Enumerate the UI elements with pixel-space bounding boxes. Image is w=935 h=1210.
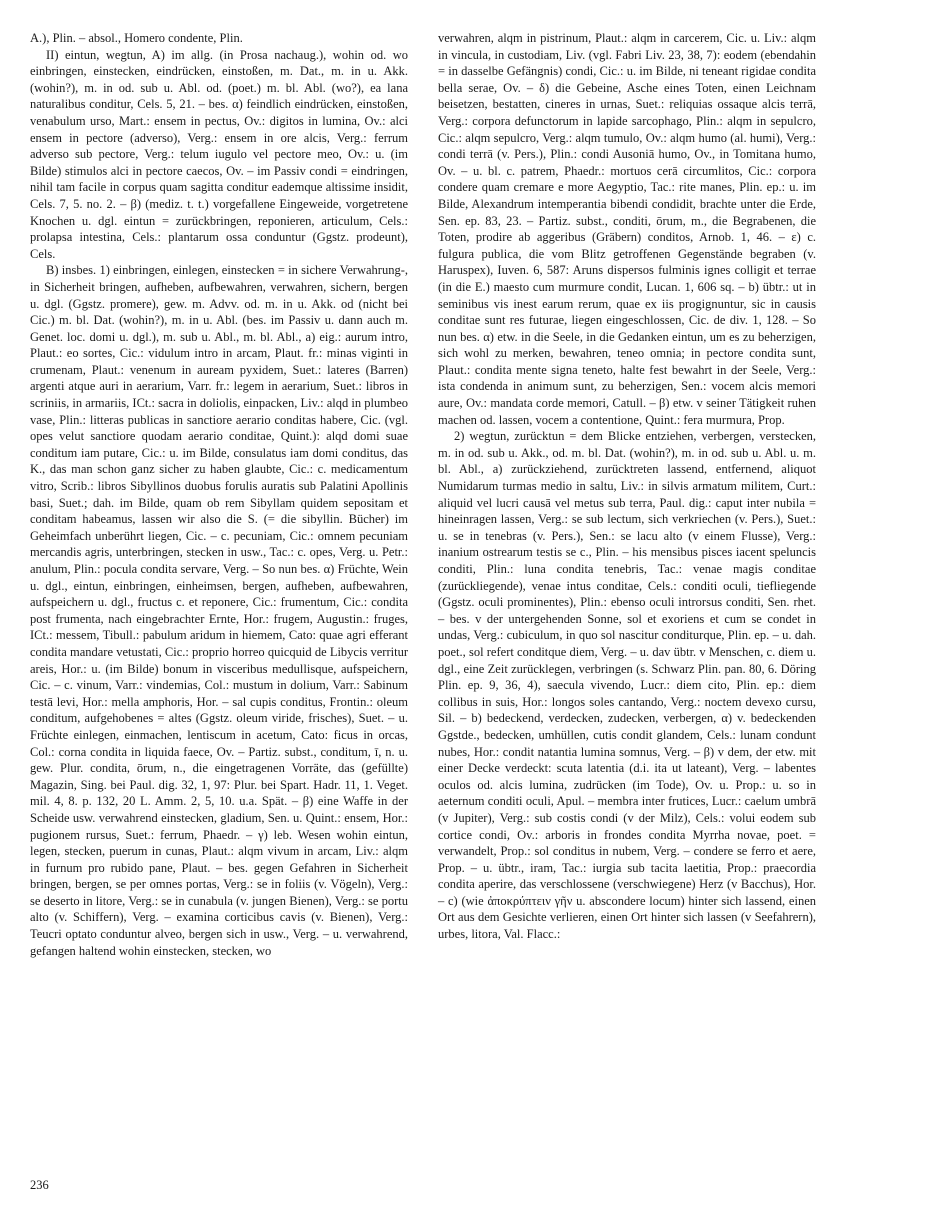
paragraph: II) eintun, wegtun, A) im allg. (in Prosa nachaug.), wohin od. wo einbringen, einstecken, eindrücken, einstoßen, m. Dat., m. in u. Akk. (wohin?), m. in od. sub u. Abl. od. (poet.) m. bl. Abl. (wo?), ea lana naturalibus conditur, Cels. 5, 21. – bes. α) feindlich eindrücken, einstoßen, venabulum urso, Mart.: ensem in pectus, Ov.: digitos in lumina, Ov.: alci ensem in pectore (adverso), Verg.: ensem in ore alcis, Verg.: ferrum adverso sub pectore, Verg.: telum iugulo vel pectore meo, Ov.: u. (im Bilde) stimulos alci in pectore caecos, Ov. – im Passiv condi = eindringen, nihil tam facile in corpus quam sagitta conditur eademque altissime insidit, Cels. 7, 5. no. 2. – β) (mediz. t. t.) vorgefallene Eingeweide, vorgetretene Knochen u. dgl. eintun = zurückbringen, reponieren, articulum, Cels.: prolapsa intestina, Cels.: plantarum ossa conduntur (Ggstz. prodeunt), Cels. — [30, 47, 408, 261]
paragraph: 2) wegtun, zurücktun = dem Blicke entziehen, verbergen, verstecken, m. in od. sub u. Akk., od. m. bl. Dat. (wohin?), m. in od. sub u. Abl. u. m. bl. Abl., a) zurückziehend, zurücktreten lassend, entfernend, aliquot Numidarum turmas medio in saltu, Liv.: in silvis armatum militem, Curt.: aliquid vel lucri causā vel metus sub terra, Paul. dig.: caput inter nubila = hineinragen lassen, Verg.: se sub lectum, sich verkriechen (v. Pers.), Suet.: u. se in tenebras (v. Pers.), Sen.: se lacu alto (v einem Flusse), Verg.: inanium ostrearum testis se c., Plin. – his mensibus pisces iacent speluncis conditi, Plin.: luna condita tenebris, Tac.: venae magis conditae (zurückliegende), venae intus conditae, Cels.: conditi oculi, tiefliegende (Ggstz. oculi prominentes), Plin.: ebenso oculi introrsus conditi, Sen. rhet. – bes. v der untergehenden Sonne, sol et exoriens et cum se condet in undas, Verg.: cubiculum, in quo sol nascitur conditurque, Plin. ep. – u. dah. poet., sol refert conditque diem, Verg. – u. dav übtr. v Menschen, c. diem u. dgl., eine Zeit zurücklegen, verbringen (s. Schwarz Plin. pan. 80, 6. Döring Plin. ep. 9, 36, 4), saecula vivendo, Lucr.: diem cito, Plin. ep.: diem collibus in suis, Hor.: longos soles cantando, Verg.: noctem devexo cursu, Sil. – b) bedeckend, verdecken, zudecken, verbergen, α) v. bedeckenden Ggstde., bedecken, umhüllen, cutis condit glandem, Cels.: lunam condunt nubes, Hor.: condit natantia lumina somnus, Verg. – β) v dem, der etw. mit einer Decke verdeckt: scuta latentia (d.i. ita ut lateant), Verg. – labentes oculos od. alcis lumina, zudrücken (im Tode), Ov. u. Prop.: u. so in aeternum conditi oculi, Apul. – membra inter frutices, Lucr.: caelum umbrā (v Jupiter), Verg.: sub costis condi (v der Milz), Cels.: volui eodem sub cortice condi, Ov.: arboris in frondes condita Myrrha novae, poet. = verwandelt, Prop.: sol conditus in nubem, Verg. – condere se ferro et aere, Prop. – u. übtr., iram, Tac.: iurgia sub tacita laetitia, Prop.: praecordia condita aperire, das verschlossene (verschwiegene) Herz (v Bacchus), Hor. – c) (wie ἀποκρύπτειν γῆν u. abscondere locum) hinter sich lassend, einen Ort aus dem Gesichte verlieren, einen Ort hinter sich lassen (v Seefahrern), urbes, litora, Val. Flacc.: — [438, 429, 816, 942]
left-column — [30, 30, 408, 959]
paragraph: A.), Plin. – absol., Homero condente, Plin. — [30, 31, 243, 45]
right-column — [438, 30, 816, 943]
paragraph: B) insbes. 1) einbringen, einlegen, einstecken = in sichere Verwahrung-, in Sicherheit bringen, aufheben, aufbewahren, verwahren, sichern, bergen u. dgl. (Ggstz. promere), gew. m. Advv. od. m. in u. Akk. od (nicht bei Cic.) m. bl. Dat. (wohin?), m. in u. Abl. (bes. im Passiv u. dann auch m. Genet. loc. domi u. dgl.), m. sub u. Abl., m. bl. Abl., a) eig.: aurum intro, Plaut.: eo sortes, Cic.: vidulum intro in arcam, Plaut. fr.: minas viginti in crumenam, Plaut.: venenum in auream pyxidem, Suet.: lateres (Barren) argenti atque auri in aerarium, Varr. fr.: legem in aerarium, Suet.: libros in scriniis, in armariis, ICt.: sacra in doliolis, einpacken, Liv.: alqd in plumbeo vase, Plin.: litteras publicas in sanctiore aerario conditas habere, Cic. (vgl. opes velut sanctiore quodam aerario conditae, Quint.): alqd domi suae conditum iam putare, Cic.: u. im Bilde, consulatus iam domi conditus, das K., das man schon ganz sicher zu haben glaubte, Cic.: c. medicamentum vitro, Scrib.: libros Sibyllinos duobus forulis auratis sub Palatini Apollinis basi, Suet.; dah. im Bilde, quam ob rem Sibyllam quidem sepositam et conditam habeamus, lassen wir also die S. (= die sibyllin. Bücher) im Geheimfach unberührt liegen, Cic. – c. pecuniam, Cic.: omnem pecuniam mercandis agris, unterbringen, stecken in usw., Tac.: c. opes, Verg. u. Petr.: anulum, Plin.: pocula condita servare, Verg. – So nun bes. α) Früchte, Wein u. dgl., eintun, einbringen, einheimsen, bergen, aufheben, aufbewahren, aufspeichern u. dgl., fructus c. et reponere, Cic.: frumentum, Cic.: condita post frumenta, nach eingebrachter Ernte, Hor.: frugem, Augustin.: fruges, ICt.: messem, Tibull.: pabulum aridum in hiemem, Cato: quae agri efferant condita mandare vetustati, Cic.: proprio horreo quicquid de Libycis verritur areis, Hor.: u. (im Bilde) bonum in visceribus medullisque, aufspeichern, Cic. – c. vinum, Varr.: vindemias, Col.: mustum in dolium, Varr.: Sabinum testā levi, Hor.: mella amphoris, Hor. – sal cupis conditus, Frontin.: oleum conditum, aufgehobenes = altes (Ggstz. oleum viride, frisches), Suet. – u. Früchte einlegen, einmachen, lentiscum in acetum, Cato: ficus in orcas, Col.: corna condita in liquida faece, Ov. – Partiz. subst., conditum, ī, n. u. gew. Plur. condita, ōrum, n., die eingetragenen Vorräte, das (gefüllte) Magazin, Sing. bei Paul. dig. 32, 1, 97: Plur. bei Spart. Hadr. 11, 1. Veget. mil. 4, 8. p. 132, 20 L. Amm. 2, 5, 10. u.a. Spät. – β) eine Waffe in der Scheide usw. verwahrend einstecken, gladium, Sen. u. Quint.: ensem, Hor.: pugionem rursus, Suet.: ferrum, Phaedr. – γ) leb. Wesen wohin eintun, legen, stecken, puerum in cunas, Plaut.: alqm vivum in arcam, Liv.: alqm in furnum pro rubido pane, Plaut. – bes. gegen Gefahren in Sicherheit bringen, bergen, se per omnes portas, Verg.: se in foliis (v. Vögeln), Verg.: se deserto in litore, Verg.: se in cunabula (v. jungen Bienen), Verg.: se portu alto (v. Schiffern), Verg. – examina corticibus cavis (v. Bienen), Verg.: Teucri optato conduntur alveo, bergen sich in usw., Verg. – u. verwahrend, gefangen haltend wohin einstecken, stecken, wo — [30, 263, 408, 958]
paragraph: verwahren, alqm in pistrinum, Plaut.: alqm in carcerem, Cic. u. Liv.: alqm in vincula, in custodiam, Liv. (vgl. Fabri Liv. 23, 38, 7): eodem (ebendahin = in dasselbe Gefängnis) condi, Cic.: u. im Bilde, ni teneant rigidae condita bella serae, Ov. – δ) die Gebeine, Asche eines Toten, einen Leichnam beisetzen, bestatten, cineres in urnas, Suet.: reliquias ossaque alcis terrā, Verg.: corpora defunctorum in lapide sarcophago, Plin.: alqm in sepulcro, Cic.: alqm sepulcro, Verg.: alqm tumulo, Ov.: alqm humo (al. humi), Verg.: condi terrā (v. Pers.), Plin.: condi Ausoniā humo, Ov., in Tomitana humo, Ov. – u. bl. c. patrem, Phaedr.: mortuos cerā circumlitos, Cic.: corpora condere quam cremare e more Aegyptio, Tac.: rite manes, Plin. ep.: u. im Bilde, Alexandrum intemperantia bibendi condidit, brachte unter die Erde, Sen. ep. 83, 23. – Partiz. subst., conditi, ōrum, m., die Begrabenen, die Toten, prodire ab aggeribus (Gräbern) conditos, Arnob. 1, 46. – ε) c. fulgura publica, die vom Blitz getroffenen Gegenstände begraben (v. Haruspex), Iuven. 6, 587: Aruns dispersos fulminis ignes colligit et terrae (in die E.) maesto cum murmure condit, Lucan. 1, 606 sq. – b) übtr.: ut in seminibus vis inest earum rerum, quae ex iis progignuntur, sic in causis conditae sunt res futurae, liegen eingeschlossen, Cic. de div. 1, 128. – So nun bes. α) etw. in die Seele, in die Gedanken eintun, um es zu beherzigen, sich wohl zu merken, bewahren, teneo omnia; in pectore condita sunt, Plaut.: condita mente signa teneto, halte fest bewahrt in der Seele, Verg.: ista condenda in animum sunt, zu beherzigen, Sen.: vocem alcis memori aure, Ov.: mandata corde memori, Catull. – β) etw. v seiner Tätigkeit ruhen machen od. lassen, vocem a contentione, Quint.: fera murmura, Prop. — [438, 31, 816, 427]
page-number: 236 — [30, 1178, 49, 1192]
